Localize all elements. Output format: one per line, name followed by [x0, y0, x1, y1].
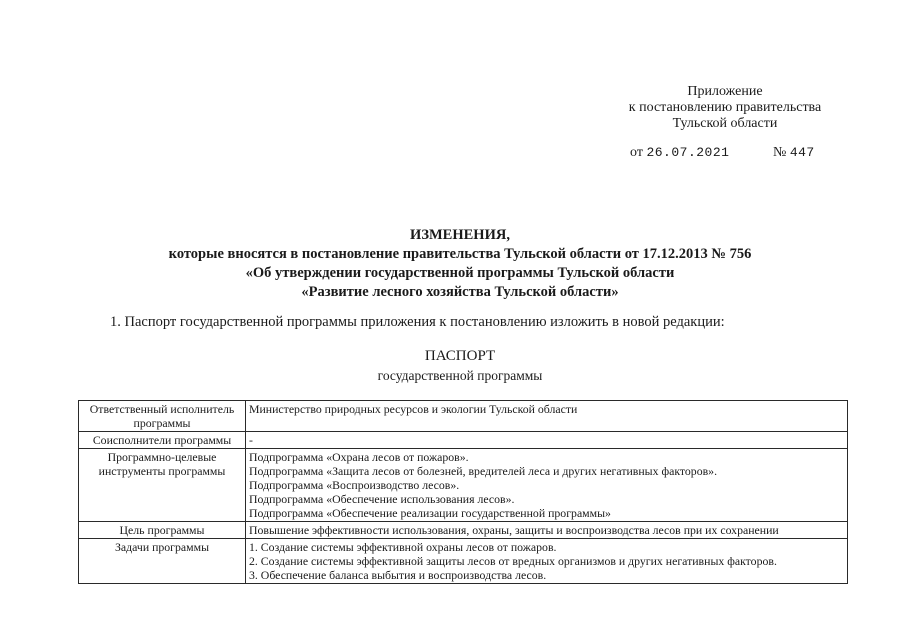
changes-line: которые вносятся в постановление правительства Тульской области от 17.12.2013 № 756 [168, 246, 752, 262]
row-value [246, 522, 848, 539]
row-label: Задачи программы [79, 539, 246, 584]
value-line: 1. Создание системы эффективной охраны лесов от пожаров. [249, 540, 557, 554]
appendix-title: Приложение [687, 84, 763, 99]
appendix-line: к постановлению правительства [628, 100, 822, 115]
table-row [79, 522, 848, 539]
passport-title: ПАСПОРТ [424, 348, 496, 364]
changes-title: ИЗМЕНЕНИЯ, [410, 227, 510, 243]
table-row [79, 401, 848, 432]
value-line: 3. Обеспечение баланса выбытия и воспроизводства лесов. [249, 568, 547, 582]
table-row [79, 539, 848, 584]
value-line: - [249, 433, 253, 447]
changes-line: «Об утверждении государственной программы Тульской области [245, 265, 675, 281]
row-value [246, 401, 848, 432]
clause-text: 1. Паспорт государственной программы приложения к постановлению изложить в новой редакции: [110, 314, 725, 330]
value-line: Подпрограмма «Охрана лесов от пожаров». [249, 450, 469, 464]
value-line: Подпрограмма «Защита лесов от болезней, вредителей леса и других негативных факторов». [249, 464, 718, 478]
value-line: Министерство природных ресурсов и экологии Тульской области [249, 402, 578, 416]
row-label: Соисполнители программы [79, 432, 246, 449]
decree-date-line [630, 145, 815, 161]
value-line: Подпрограмма «Обеспечение реализации государственной программы» [249, 506, 611, 520]
row-value [246, 432, 848, 449]
row-label: Ответственный исполнитель программы [79, 401, 246, 432]
value-line: Повышение эффективности использования, охраны, защиты и воспроизводства лесов при их сохранении [249, 523, 779, 537]
value-line: Подпрограмма «Обеспечение использования лесов». [249, 492, 515, 506]
row-label: Программно-целевые инструменты программы [79, 449, 246, 522]
date-prefix: от [630, 145, 643, 160]
table-row [79, 432, 848, 449]
appendix-block [600, 84, 850, 132]
table-row [79, 449, 848, 522]
appendix-line: Тульской области [672, 116, 778, 131]
value-line: Подпрограмма «Воспроизводство лесов». [249, 478, 460, 492]
row-value [246, 449, 848, 522]
decree-number: 447 [789, 145, 815, 160]
row-label: Цель программы [79, 522, 246, 539]
passport-subtitle: государственной программы [377, 368, 543, 383]
decree-number-label: № [772, 145, 787, 160]
value-line: 2. Создание системы эффективной защиты лесов от вредных организмов и других негативных факторов. [249, 554, 777, 568]
passport-table [78, 400, 848, 584]
changes-line: «Развитие лесного хозяйства Тульской области» [301, 284, 619, 300]
row-value [246, 539, 848, 584]
changes-heading [60, 226, 860, 302]
decree-date: 26.07.2021 [646, 145, 730, 160]
